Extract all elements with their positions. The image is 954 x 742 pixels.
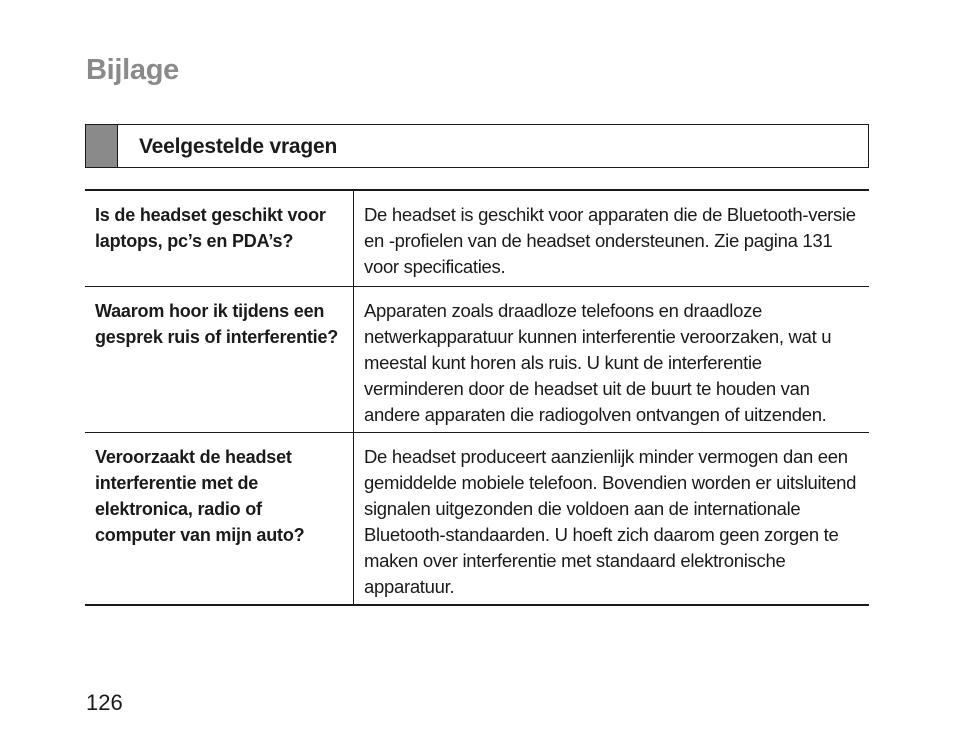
section-title: Veelgestelde vragen: [139, 134, 338, 158]
faq-answer: De headset produceert aanzienlijk minder vermogen dan een gemiddelde mobiele telefoon. Bovendien worden er uitsluitend signalen uitgezonden die voldoen aan de internationale Bluetooth-standaarden. U hoeft zich daarom geen zorgen te maken over interferentie met standaard elektronische apparatuur.: [364, 446, 857, 597]
faq-question: Is de headset geschikt voor laptops, pc’s en PDA’s?: [85, 190, 354, 287]
page-number: 126: [86, 690, 123, 715]
faq-answer: Apparaten zoals draadloze telefoons en draadloze netwerkapparatuur kunnen interferentie veroorzaken, wat u meestal kunt horen als ruis. U kunt de interferentie verminderen door de headset uit de buurt te houden van andere apparaten die radiogolven ontvangen of uitzenden.: [354, 287, 870, 433]
section-header: [85, 124, 869, 168]
section-marker: [86, 125, 118, 167]
faq-table: [85, 189, 869, 606]
faq-row: [85, 190, 869, 287]
faq-row: [85, 433, 869, 606]
faq-question: Veroorzaakt de headset interferentie met de elektronica, radio of computer van mijn auto?: [85, 433, 354, 606]
faq-row: [85, 287, 869, 433]
faq-question: Waarom hoor ik tijdens een gesprek ruis of interferentie?: [85, 287, 354, 433]
faq-answer: De headset is geschikt voor apparaten die de Bluetooth-versie en -profielen van de headset ondersteunen. Zie pagina 131 voor specificaties.: [354, 190, 870, 287]
page-title: Bijlage: [86, 54, 179, 86]
